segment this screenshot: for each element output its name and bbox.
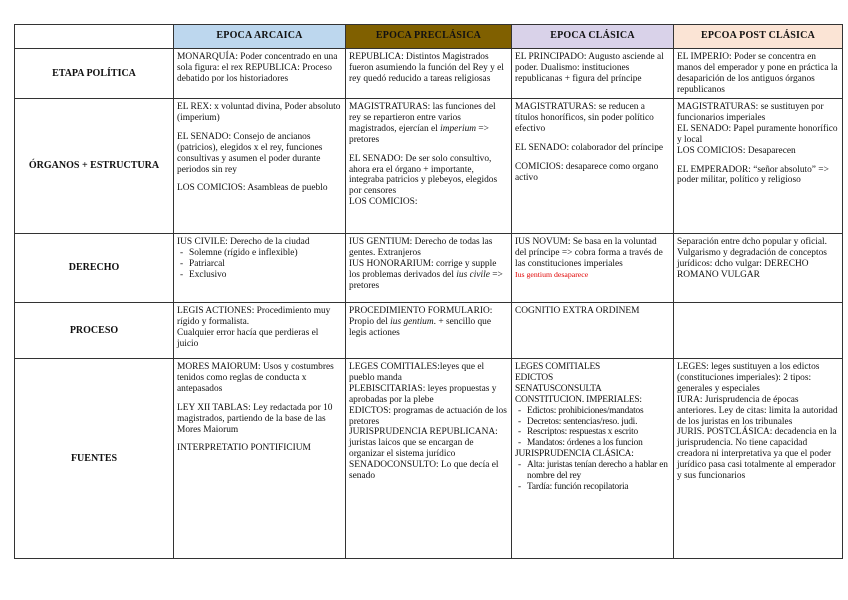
fuentes-arcaica-interpretatio: INTERPRETATIO PONTIFICIUM — [177, 443, 311, 454]
list-item: - Exclusivo — [189, 270, 342, 281]
organos-clasica-senado: EL SENADO: colaborador del príncipe — [515, 142, 664, 153]
proceso-arcaica-error: Cualquier error hacía que perdieras el juicio — [177, 327, 319, 349]
cell-derecho-arcaica — [174, 234, 346, 303]
list-item: - Tardía: función recopilatoria — [527, 482, 670, 493]
text-segment: => pretores — [349, 123, 489, 145]
header-corner-cell — [15, 25, 174, 49]
spacer — [349, 146, 508, 154]
cell-proceso-preclasica — [346, 303, 512, 359]
header-epoca-postclasica: EPCOA POST CLÁSICA — [674, 25, 843, 49]
organos-preclasica-magistraturas — [349, 102, 508, 146]
fuentes-clasica-senatusconsulta: SENATUSCONSULTA — [515, 383, 602, 394]
text-segment: MAGISTRATURAS: las funciones del rey se repartieron entre varios magistrados, ejercían el — [349, 102, 496, 134]
row-derecho — [15, 234, 843, 303]
spacer — [177, 435, 342, 443]
derecho-clasica-red-note: Ius gentium desaparece — [515, 269, 589, 279]
organos-arcaica-senado: EL SENADO: Consejo de ancianos (patricios), elegidos x el rey, funciones consultivas y asumen el poder durante periodos sin rey — [177, 131, 323, 175]
cell-organos-preclasica — [346, 99, 512, 234]
list-item: - Rescriptos: respuestas x escrito — [527, 427, 670, 438]
cell-etapa-clasica: EL PRINCIPADO: Augusto asciende al poder. Dualismo: instituciones republicanas + figura del príncipe — [512, 49, 674, 99]
derecho-arcaica-list — [177, 248, 342, 281]
fuentes-preclasica-edictos: EDICTOS: programas de actuación de los pretores — [349, 405, 507, 427]
cell-proceso-arcaica — [174, 303, 346, 359]
fuentes-postclasica-leges: LEGES: leges sustituyen a los edictos (constituciones imperiales): 2 tipos: generales y especiales — [677, 362, 820, 394]
list-item: - Edictos: prohibiciones/mandatos — [527, 406, 670, 417]
cell-etapa-arcaica: MONARQUÍA: Poder concentrado en una sola figura: el rex REPUBLICA: Proceso debatido por los historiadores — [174, 49, 346, 99]
fuentes-clasica-constituciones: CONSTITUCION. IMPERIALES: — [515, 394, 642, 405]
cell-organos-arcaica — [174, 99, 346, 234]
header-epoca-arcaica: EPOCA ARCAICA — [174, 25, 346, 49]
spacer — [515, 135, 670, 143]
fuentes-clasica-leges: LEGES COMITIALES — [515, 362, 601, 372]
organos-postclasica-comicios: LOS COMICIOS: Desaparecen — [677, 145, 796, 156]
text-segment: IUS HONORARIUM: corrige y supple los problemas derivados del — [349, 258, 497, 280]
proceso-preclasica-formulario — [349, 306, 508, 339]
list-item: - Solemne (rígido e inflexible) — [189, 248, 342, 259]
text-segment: . + sencillo que legis actiones — [349, 316, 492, 338]
row-label-etapa-politica: ETAPA POLÍTICA — [15, 49, 174, 99]
fuentes-arcaica-ley-xii: LEY XII TABLAS: Ley redactada por 10 magistrados, partiendo de la base de las Mores Maiorum — [177, 402, 333, 435]
fuentes-preclasica-senadoconsulto: SENADOCONSULTO: Lo que decía el senado — [349, 460, 499, 482]
cell-etapa-postclasica: EL IMPERIO: Poder se concentra en manos del emperador y pone en práctica la desaparición de los antiguos órganos republicanos — [674, 49, 843, 99]
row-label-proceso: PROCESO — [15, 303, 174, 359]
spacer — [177, 175, 342, 183]
list-item: - Decretos: sentencias/reso. judi. — [527, 417, 670, 428]
organos-postclasica-magistraturas: MAGISTRATURAS: se sustituyen por funcionarios imperiales — [677, 102, 824, 123]
header-epoca-clasica: EPOCA CLÁSICA — [512, 25, 674, 49]
cell-etapa-preclasica: REPUBLICA: Distintos Magistrados fueron asumiendo la función del Rey y el rey quedó reducido a tareas religiosas — [346, 49, 512, 99]
fuentes-clasica-jurisprudencia: JURISPRUDENCIA CLÁSICA: — [515, 449, 634, 460]
organos-clasica-magistraturas: MAGISTRATURAS: se reducen a títulos honoríficos, sin poder político efectivo — [515, 102, 654, 134]
epochs-comparison-table — [14, 24, 843, 559]
cell-proceso-postclasica — [674, 303, 843, 359]
cell-derecho-clasica — [512, 234, 674, 303]
fuentes-preclasica-plebiscitarias: PLEBISCITARIAS: leyes propuestas y aprobadas por la plebe — [349, 383, 497, 405]
fuentes-preclasica-jurisprudencia: JURISPRUDENCIA REPUBLICANA: juristas laicos que se encargan de organizar el sistema jurídico — [349, 427, 498, 460]
cell-fuentes-clasica — [512, 359, 674, 559]
row-label-organos: ÓRGANOS + ESTRUCTURA — [15, 99, 174, 234]
fuentes-postclasica-iura: IURA: Jurisprudencia de épocas anteriores. Ley de citas: limita la autoridad de los juristas en los tribunales — [677, 394, 838, 427]
header-row — [15, 25, 843, 49]
fuentes-clasica-jurisprudencia-list — [515, 460, 670, 493]
proceso-arcaica-legis-actiones: LEGIS ACTIONES: Procedimiento muy rígido y formalista. — [177, 306, 331, 327]
row-organos-estructura — [15, 99, 843, 234]
spacer — [677, 157, 839, 165]
cell-proceso-clasica: COGNITIO EXTRA ORDINEM — [512, 303, 674, 359]
list-item: - Patriarcal — [189, 259, 342, 270]
organos-preclasica-comicios: LOS COMICIOS: — [349, 197, 418, 208]
spacer — [515, 154, 670, 162]
fuentes-arcaica-mores: MORES MAIORUM: Usos y costumbres tenidos como reglas de conducta x antepasados — [177, 362, 334, 394]
italic-term: ius civile — [456, 269, 490, 280]
fuentes-clasica-edictos: EDICTOS — [515, 372, 554, 383]
text-segment: PROCEDIMIENTO FORMULARIO: Propio del — [349, 306, 493, 327]
italic-term: ius gentium — [390, 316, 434, 327]
header-epoca-preclasica: EPOCA PRECLÁSICA — [346, 25, 512, 49]
text-segment: => pretores — [349, 269, 503, 291]
row-proceso — [15, 303, 843, 359]
organos-postclasica-senado: EL SENADO: Papel puramente honorífico y local — [677, 123, 838, 145]
organos-arcaica-rex: EL REX: x voluntad divina, Poder absoluto (imperium) — [177, 102, 341, 123]
fuentes-preclasica-leges: LEGES COMITIALES:leyes que el pueblo manda — [349, 362, 485, 383]
spacer — [177, 124, 342, 132]
cell-derecho-postclasica: Separación entre dcho popular y oficial. Vulgarismo y degradación de conceptos jurídicos: dcho vulgar: DERECHO ROMANO VULGAR — [674, 234, 843, 303]
row-label-derecho: DERECHO — [15, 234, 174, 303]
derecho-arcaica-ius-civile: IUS CIVILE: Derecho de la ciudad — [177, 237, 310, 247]
cell-derecho-preclasica — [346, 234, 512, 303]
cell-fuentes-preclasica — [346, 359, 512, 559]
fuentes-postclasica-juris: JURIS. POSTCLÁSICA: decadencia en la jurisprudencia. No tiene capacidad creadora ni interpretativa ya que el poder jurídico pasa casi totalmente al emperador y sus funcionarios — [677, 427, 837, 482]
list-item: - Mandatos: órdenes a los funcion — [527, 438, 670, 449]
organos-clasica-comicios: COMICIOS: desaparece como organo activo — [515, 161, 659, 183]
spacer — [177, 395, 342, 403]
derecho-preclasica-ius-honorarium — [349, 259, 508, 292]
italic-term: imperium — [440, 123, 477, 134]
cell-organos-postclasica — [674, 99, 843, 234]
cell-organos-clasica — [512, 99, 674, 234]
derecho-clasica-ius-novum: IUS NOVUM: Se basa en la voluntad del príncipe => cobra forma a través de las constituciones imperiales — [515, 237, 663, 269]
derecho-preclasica-ius-gentium: IUS GENTIUM: Derecho de todas las gentes. Extranjeros — [349, 237, 493, 258]
cell-fuentes-arcaica — [174, 359, 346, 559]
row-etapa-politica — [15, 49, 843, 99]
organos-arcaica-comicios: LOS COMICIOS: Asambleas de pueblo — [177, 183, 328, 194]
organos-preclasica-senado: EL SENADO: De ser solo consultivo, ahora era el órgano + importante, integraba patricios y plebeyos, elegidos por censores — [349, 153, 498, 197]
fuentes-clasica-constituciones-list — [515, 406, 670, 450]
row-fuentes — [15, 359, 843, 559]
list-item: - Alta: juristas tenían derecho a hablar en nombre del rey — [527, 460, 670, 482]
row-label-fuentes: FUENTES — [15, 359, 174, 559]
organos-postclasica-emperador: EL EMPERADOR: “señor absoluto” => poder militar, político y religioso — [677, 164, 829, 186]
cell-fuentes-postclasica — [674, 359, 843, 559]
